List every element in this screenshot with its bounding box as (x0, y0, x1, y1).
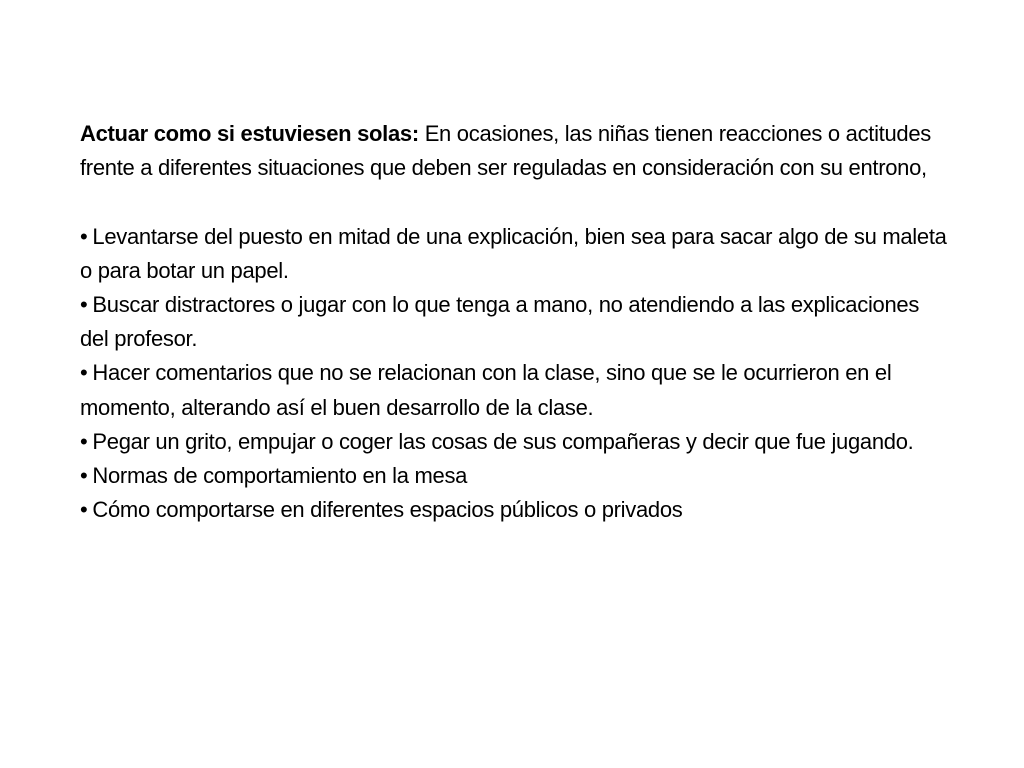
intro-title: Actuar como si estuviesen solas: (80, 121, 419, 146)
bullet-text: Hacer comentarios que no se relacionan con la clase, sino que se le ocurrieron en el momento, alterando así el buen desarrollo de la clase. (80, 360, 892, 420)
bullet-text: Normas de comportamiento en la mesa (92, 463, 468, 489)
bullet-item (80, 493, 948, 527)
bullet-item (80, 356, 948, 424)
bullet-text: Buscar distractores o jugar con lo que tenga a mano, no atendiendo a las explicaciones del profesor. (80, 292, 920, 352)
bullet-dot: • (80, 223, 88, 249)
intro-paragraph (80, 117, 948, 185)
bullet-text: Levantarse del puesto en mitad de una explicación, bien sea para sacar algo de su maleta o para botar un papel. (80, 223, 947, 283)
bullet-dot: • (80, 428, 88, 454)
bullet-text: Pegar un grito, empujar o coger las cosas de sus compañeras y decir que fue jugando. (92, 428, 914, 454)
slide-text-body (80, 117, 948, 527)
bullet-dot: • (80, 360, 88, 386)
bullet-item (80, 288, 948, 356)
bullet-dot: • (80, 497, 88, 523)
intro-text: En ocasiones, las niñas tienen reacciones o actitudes frente a diferentes situaciones que deben ser reguladas en consideración con su entrono, (80, 121, 931, 181)
paragraph-spacer (80, 185, 948, 219)
bullet-list (80, 220, 948, 528)
bullet-item (80, 425, 948, 459)
bullet-dot: • (80, 292, 88, 317)
bullet-text: Cómo comportarse en diferentes espacios públicos o privados (92, 497, 683, 523)
bullet-item (80, 459, 948, 493)
bullet-item (80, 220, 948, 288)
bullet-dot: • (80, 463, 88, 489)
